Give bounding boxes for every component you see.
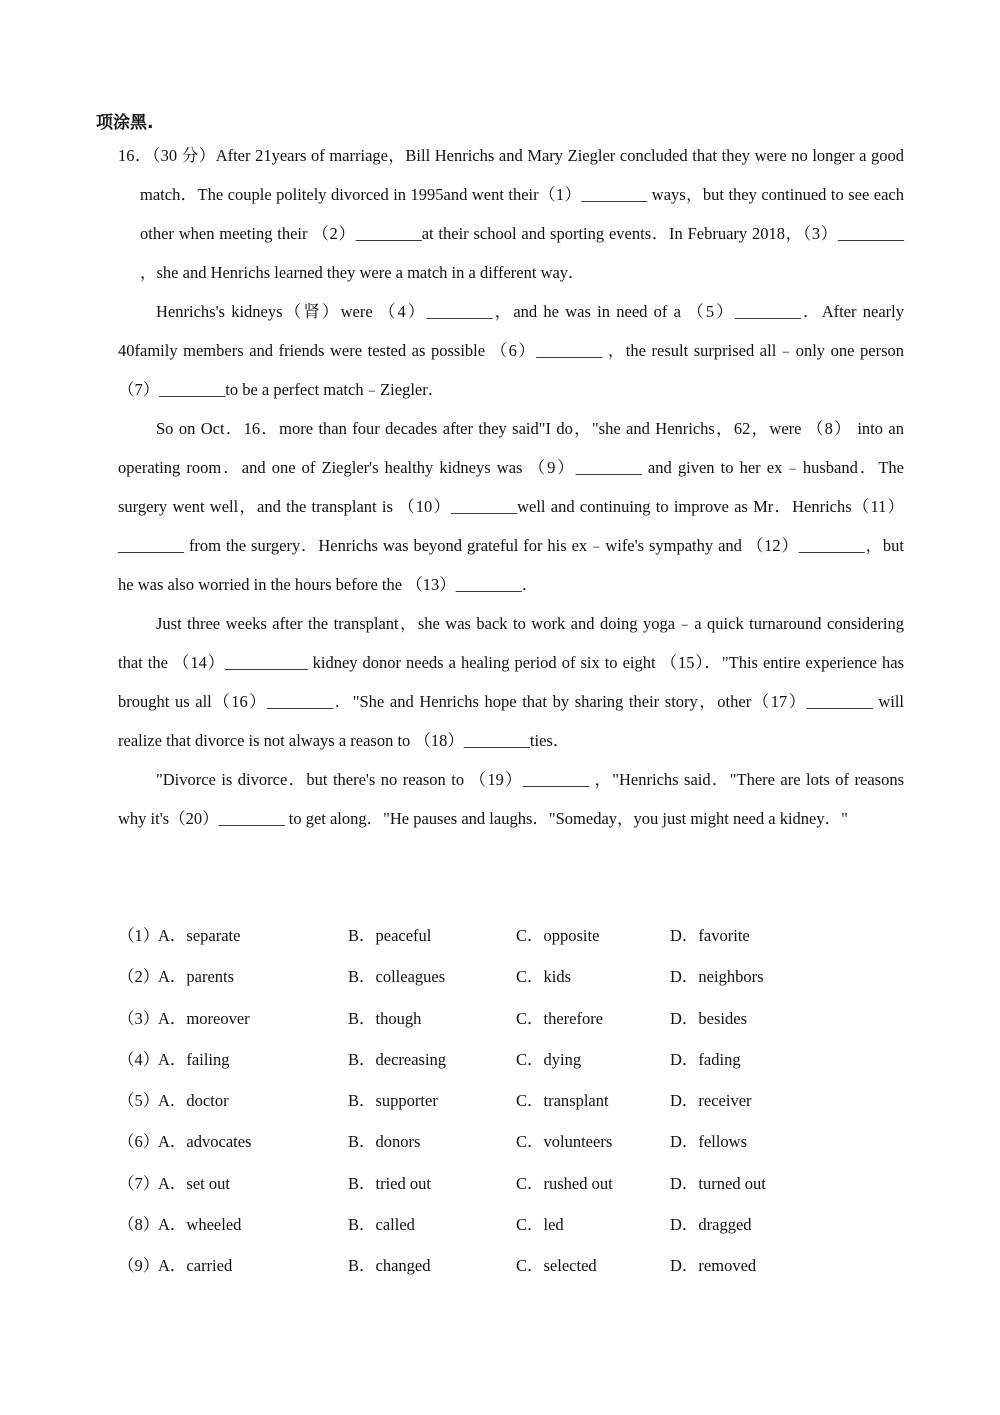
section-heading: 项涂黑. (96, 113, 154, 133)
option-c[interactable]: C．kids (516, 967, 572, 987)
option-c[interactable]: C．volunteers (516, 1132, 613, 1152)
option-number: （7） (118, 1173, 160, 1193)
option-b[interactable]: B．colleagues (348, 967, 446, 987)
option-number: （6） (118, 1132, 160, 1152)
option-d[interactable]: D．favorite (670, 926, 750, 945)
option-row (118, 1162, 918, 1203)
option-d[interactable]: D．besides (670, 1008, 747, 1028)
option-d[interactable]: D．receiver (670, 1091, 752, 1111)
option-number: （5） (118, 1091, 160, 1111)
passage-paragraph-5: "Divorce is divorce．but there's no reason to （19）________ ，"Henrichs said．"There are lots of reasons why it's（20）________ to get along．"He pauses and laughs．"Someday，you just might need a kidney．" (118, 770, 904, 828)
option-a[interactable]: A．carried (158, 1256, 233, 1276)
option-a[interactable]: A．set out (158, 1173, 230, 1193)
option-a[interactable]: A．moreover (158, 1008, 250, 1028)
option-b[interactable]: B．changed (348, 1256, 431, 1276)
option-d[interactable]: D．fellows (670, 1132, 747, 1152)
passage-paragraph-1 (118, 136, 904, 292)
option-b[interactable]: B．supporter (348, 1091, 438, 1111)
option-a[interactable]: A．separate (158, 926, 241, 945)
option-c[interactable]: C．rushed out (516, 1173, 613, 1193)
question-number: 16． (118, 146, 152, 165)
passage-paragraph-3: So on Oct．16．more than four decades after they said"I do，"she and Henrichs，62，were （8） into an operating room．and one of Ziegler's healthy kidneys was （9）________ and given to her ex﹣husband．The surgery went well，and the transplant is （10）________well and continuing to improve as Mr．Henrichs（11）________ from the surgery．Henrichs was beyond grateful for his ex﹣wife's sympathy and （12）________，but he was also worried in the hours before the （13）________． (118, 419, 904, 594)
option-c[interactable]: C．led (516, 1215, 564, 1235)
option-d[interactable]: D．turned out (670, 1173, 766, 1193)
option-c[interactable]: C．selected (516, 1256, 597, 1276)
option-d[interactable]: D．dragged (670, 1215, 752, 1235)
option-number: （1） (118, 926, 160, 945)
paragraph-text: After 21years of marriage，Bill Henrichs and Mary Ziegler concluded that they were no longer a good match．The couple politely divorced in 1995and went their（1）________ ways，but they continued to see each other when meeting their （2）________at their school and sporting events．In February 2018，（3）________ ，she and Henrichs learned they were a match in a different way． (140, 146, 905, 282)
passage-paragraph-2: Henrichs's kidneys（肾）were （4）________，and he was in need of a （5）________．After nearly 40family members and friends were tested as possible （6）________ ，the result surprised all﹣only one person（7）________to be a perfect match﹣Ziegler． (118, 302, 904, 399)
option-row (118, 997, 918, 1038)
option-row (118, 1079, 918, 1120)
option-a[interactable]: A．failing (158, 1049, 230, 1069)
option-number: （9） (118, 1256, 160, 1276)
option-d[interactable]: D．fading (670, 1049, 741, 1069)
passage-paragraph-4: Just three weeks after the transplant，she was back to work and doing yoga﹣a quick turnaround considering that the （14）__________ kidney donor needs a healing period of six to eight （15）．"This entire experience has brought us all（16）________．"She and Henrichs hope that by sharing their story，other（17）________ will realize that divorce is not always a reason to （18）________ties． (118, 614, 904, 750)
option-row (118, 955, 918, 996)
option-b[interactable]: B．decreasing (348, 1049, 447, 1069)
option-c[interactable]: C．dying (516, 1049, 582, 1069)
option-row (118, 1120, 918, 1161)
option-b[interactable]: B．though (348, 1008, 422, 1028)
option-number: （4） (118, 1049, 160, 1069)
option-a[interactable]: A．doctor (158, 1091, 229, 1111)
option-row (118, 1244, 918, 1285)
option-a[interactable]: A．parents (158, 967, 235, 987)
option-a[interactable]: A．advocates (158, 1132, 252, 1152)
option-b[interactable]: B．peaceful (348, 926, 432, 945)
option-a[interactable]: A．wheeled (158, 1215, 242, 1235)
option-b[interactable]: B．tried out (348, 1173, 431, 1193)
options-list (118, 914, 918, 1286)
option-number: （8） (118, 1215, 160, 1235)
question-points: （30 分） (151, 146, 216, 165)
option-row (118, 914, 918, 955)
option-row (118, 1038, 918, 1079)
option-d[interactable]: D．removed (670, 1256, 757, 1276)
option-row (118, 1203, 918, 1244)
option-d[interactable]: D．neighbors (670, 967, 764, 987)
option-c[interactable]: C．opposite (516, 926, 600, 945)
cloze-passage (118, 136, 904, 838)
option-number: （2） (118, 967, 160, 987)
option-b[interactable]: B．donors (348, 1132, 421, 1152)
option-b[interactable]: B．called (348, 1215, 415, 1235)
option-c[interactable]: C．transplant (516, 1091, 609, 1111)
option-number: （3） (118, 1008, 160, 1028)
option-c[interactable]: C．therefore (516, 1008, 604, 1028)
